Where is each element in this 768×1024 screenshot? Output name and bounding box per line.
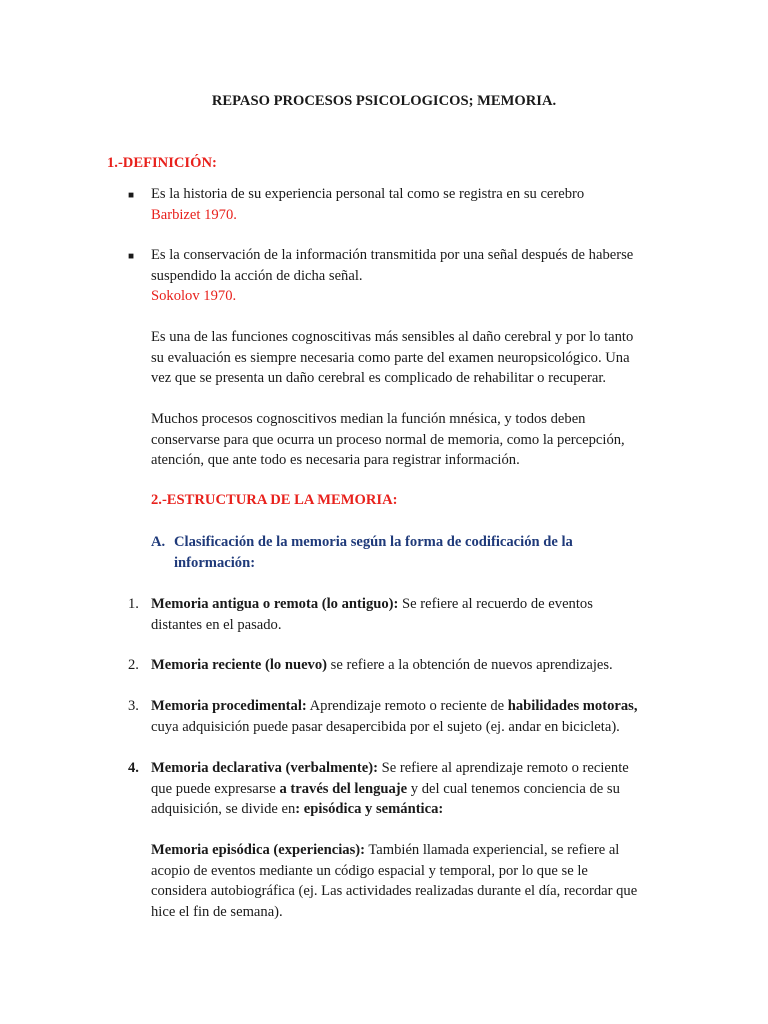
term: Memoria procedimental: (151, 698, 307, 714)
subsection-line: Clasificación de la memoria según la forma de codificación de la (174, 534, 573, 550)
paragraph-line: conservarse para que ocurra un proceso normal de memoria, como la percepción, (151, 431, 625, 448)
definition-bullet-2 (151, 245, 671, 307)
definition-bullet-1 (151, 184, 671, 225)
bullet-icon: ■ (128, 190, 135, 201)
term: Memoria episódica (experiencias): (151, 842, 365, 858)
definition-text: Es la historia de su experiencia personal tal como se registra en su cerebro (151, 186, 585, 202)
definition-text: Es la conservación de la información transmitida por una señal después de haberse (151, 247, 634, 263)
description: Aprendizaje remoto o reciente de (306, 698, 508, 714)
term: Memoria declarativa (verbalmente): (151, 760, 378, 776)
definition-text: suspendido la acción de dicha señal. (151, 267, 363, 284)
citation: Sokolov 1970. (151, 288, 237, 304)
episodic-memory-paragraph (151, 840, 671, 922)
citation: Barbizet 1970. (151, 206, 237, 223)
memory-type-item-1 (151, 594, 671, 635)
description: considera autobiográfica (ej. Las actividades realizadas durante el día, recordar que (151, 883, 638, 899)
emphasis: habilidades motoras, (507, 698, 638, 714)
paragraph-line: atención, que ante todo es necesaria para registrar información. (151, 452, 520, 468)
description: Se refiere al recuerdo de eventos (398, 596, 593, 612)
paragraph-line: vez que se presenta un daño cerebral es complicado de rehabilitar o recuperar. (151, 370, 607, 386)
term: Memoria reciente (lo nuevo) (151, 657, 328, 673)
paragraph-sensitivity (151, 327, 671, 389)
paragraph-line: Muchos procesos cognoscitivos median la función mnésica, y todos deben (151, 411, 586, 427)
description: También llamada experiencial, se refiere al (364, 842, 620, 858)
description: adquisición, se divide en (151, 801, 296, 817)
memory-type-item-4 (151, 758, 671, 820)
bullet-icon: ■ (128, 251, 135, 262)
description: y del cual tenemos conciencia de su (407, 780, 620, 797)
list-number: 2. (128, 657, 139, 673)
description: se refiere a la obtención de nuevos aprendizajes. (327, 657, 613, 673)
description: Se refiere al aprendizaje remoto o reciente (377, 760, 629, 776)
description: acopio de eventos mediante un código espacial y temporal, por lo que se le (151, 862, 588, 879)
memory-type-item-2 (151, 655, 671, 676)
paragraph-line: su evaluación es siempre necesaria como parte del examen neuropsicológico. Una (151, 349, 630, 366)
subsection-letter: A. (151, 534, 166, 550)
description: cuya adquisición puede pasar desapercibida por el sujeto (ej. andar en bicicleta). (151, 718, 620, 735)
description: que puede expresarse (151, 780, 280, 797)
paragraph-line: Es una de las funciones cognoscitivas más sensibles al daño cerebral y por lo tanto (151, 329, 634, 345)
paragraph-processes (151, 409, 671, 471)
list-number: 1. (128, 596, 139, 612)
list-number: 4. (128, 760, 139, 776)
description: distantes en el pasado. (151, 616, 282, 633)
description: hice el fin de semana). (151, 903, 283, 920)
term: Memoria antigua o remota (lo antiguo): (151, 596, 399, 612)
emphasis: a través del lenguaje (279, 780, 408, 797)
section-estructura-heading: 2.-ESTRUCTURA DE LA MEMORIA: (151, 492, 398, 508)
list-number: 3. (128, 698, 139, 714)
section-definicion-heading: 1.-DEFINICIÓN: (107, 155, 217, 171)
subsection-line: información: (174, 554, 256, 571)
memory-type-item-3 (151, 696, 671, 737)
subsection-classification-heading (174, 532, 614, 573)
document-title: REPASO PROCESOS PSICOLOGICOS; MEMORIA. (211, 93, 557, 109)
emphasis: : episódica y semántica: (295, 801, 444, 817)
